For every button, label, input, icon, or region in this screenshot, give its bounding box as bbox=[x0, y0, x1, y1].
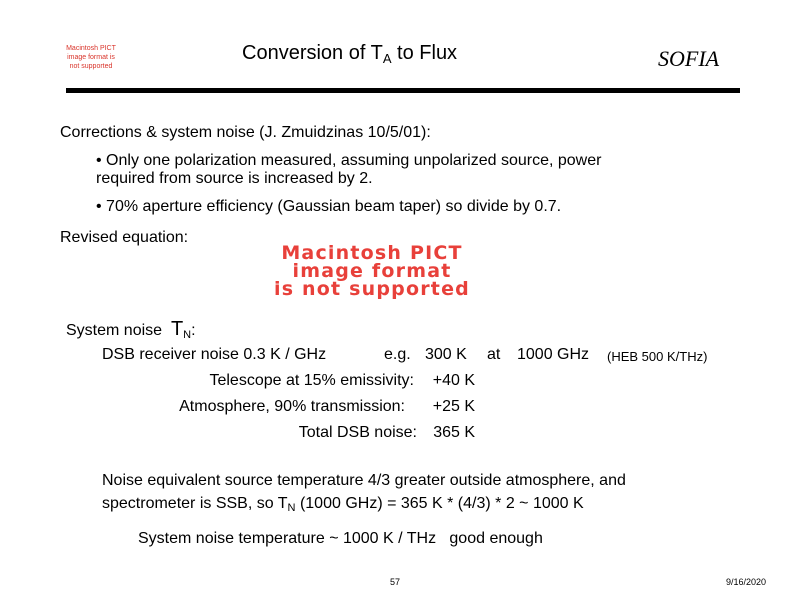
header-divider bbox=[66, 88, 740, 93]
noise-equivalent-line2-pre: spectrometer is SSB, so T bbox=[102, 495, 288, 512]
revised-equation-label: Revised equation: bbox=[60, 229, 189, 246]
noise-row-receiver-eg: e.g. bbox=[384, 346, 411, 363]
noise-row-receiver-value: 300 K bbox=[425, 346, 467, 363]
noise-row-receiver-label: DSB receiver noise 0.3 K / GHz bbox=[102, 346, 327, 363]
intro-text: Corrections & system noise (J. Zmuidzinas 10/5/01): bbox=[60, 124, 431, 141]
system-noise-heading bbox=[66, 318, 196, 341]
bullet-1-line1: • Only one polarization measured, assuming unpolarized source, power bbox=[96, 152, 602, 169]
noise-row-telescope-value: +40 K bbox=[432, 372, 475, 389]
noise-row-telescope-label: Telescope at 15% emissivity: bbox=[209, 372, 414, 389]
noise-row-atmosphere-value: +25 K bbox=[432, 398, 475, 415]
noise-row-total-label: Total DSB noise: bbox=[298, 424, 417, 441]
system-noise-colon: : bbox=[191, 322, 196, 339]
noise-row-receiver-freq: 1000 GHz bbox=[517, 346, 590, 363]
noise-equivalent-line2-post: (1000 GHz) = 365 K * (4/3) * 2 ~ 1000 K bbox=[295, 495, 584, 512]
noise-row-receiver-at: at bbox=[487, 346, 501, 363]
logo-image-placeholder: Macintosh PICT image format is not supported bbox=[66, 45, 116, 70]
equation-placeholder-line2: image format bbox=[292, 260, 452, 282]
equation-placeholder-line3: is not supported bbox=[274, 278, 470, 300]
noise-equivalent-subscript: N bbox=[287, 502, 296, 514]
title-text: Conversion of T bbox=[242, 42, 383, 64]
slide-date: 9/16/2020 bbox=[726, 577, 767, 587]
conclusion-text: System noise temperature ~ 1000 K / THz good enough bbox=[138, 530, 543, 547]
noise-row-receiver-note: (HEB 500 K/THz) bbox=[607, 349, 708, 364]
tn-subscript: N bbox=[183, 329, 192, 341]
bullet-2: • 70% aperture efficiency (Gaussian beam taper) so divide by 0.7. bbox=[96, 198, 562, 215]
equation-image-placeholder bbox=[222, 244, 522, 298]
noise-equivalent-line1: Noise equivalent source temperature 4/3 greater outside atmosphere, and bbox=[102, 472, 626, 489]
noise-row-total-value: 365 K bbox=[433, 424, 475, 441]
bullet-1-line2: required from source is increased by 2. bbox=[96, 170, 373, 187]
equation-placeholder-line1: Macintosh PICT bbox=[281, 242, 463, 264]
title-text-end: to Flux bbox=[391, 42, 458, 64]
system-noise-label: System noise bbox=[66, 322, 163, 339]
bullet-1 bbox=[96, 152, 601, 188]
title-subscript: A bbox=[382, 51, 392, 66]
brand-logo: SOFIA bbox=[658, 46, 720, 71]
slide-title bbox=[242, 42, 457, 66]
noise-row-atmosphere-label: Atmosphere, 90% transmission: bbox=[179, 398, 405, 415]
noise-equivalent-line2 bbox=[102, 495, 584, 514]
page-number: 57 bbox=[390, 577, 401, 587]
tn-symbol: T bbox=[170, 318, 184, 340]
